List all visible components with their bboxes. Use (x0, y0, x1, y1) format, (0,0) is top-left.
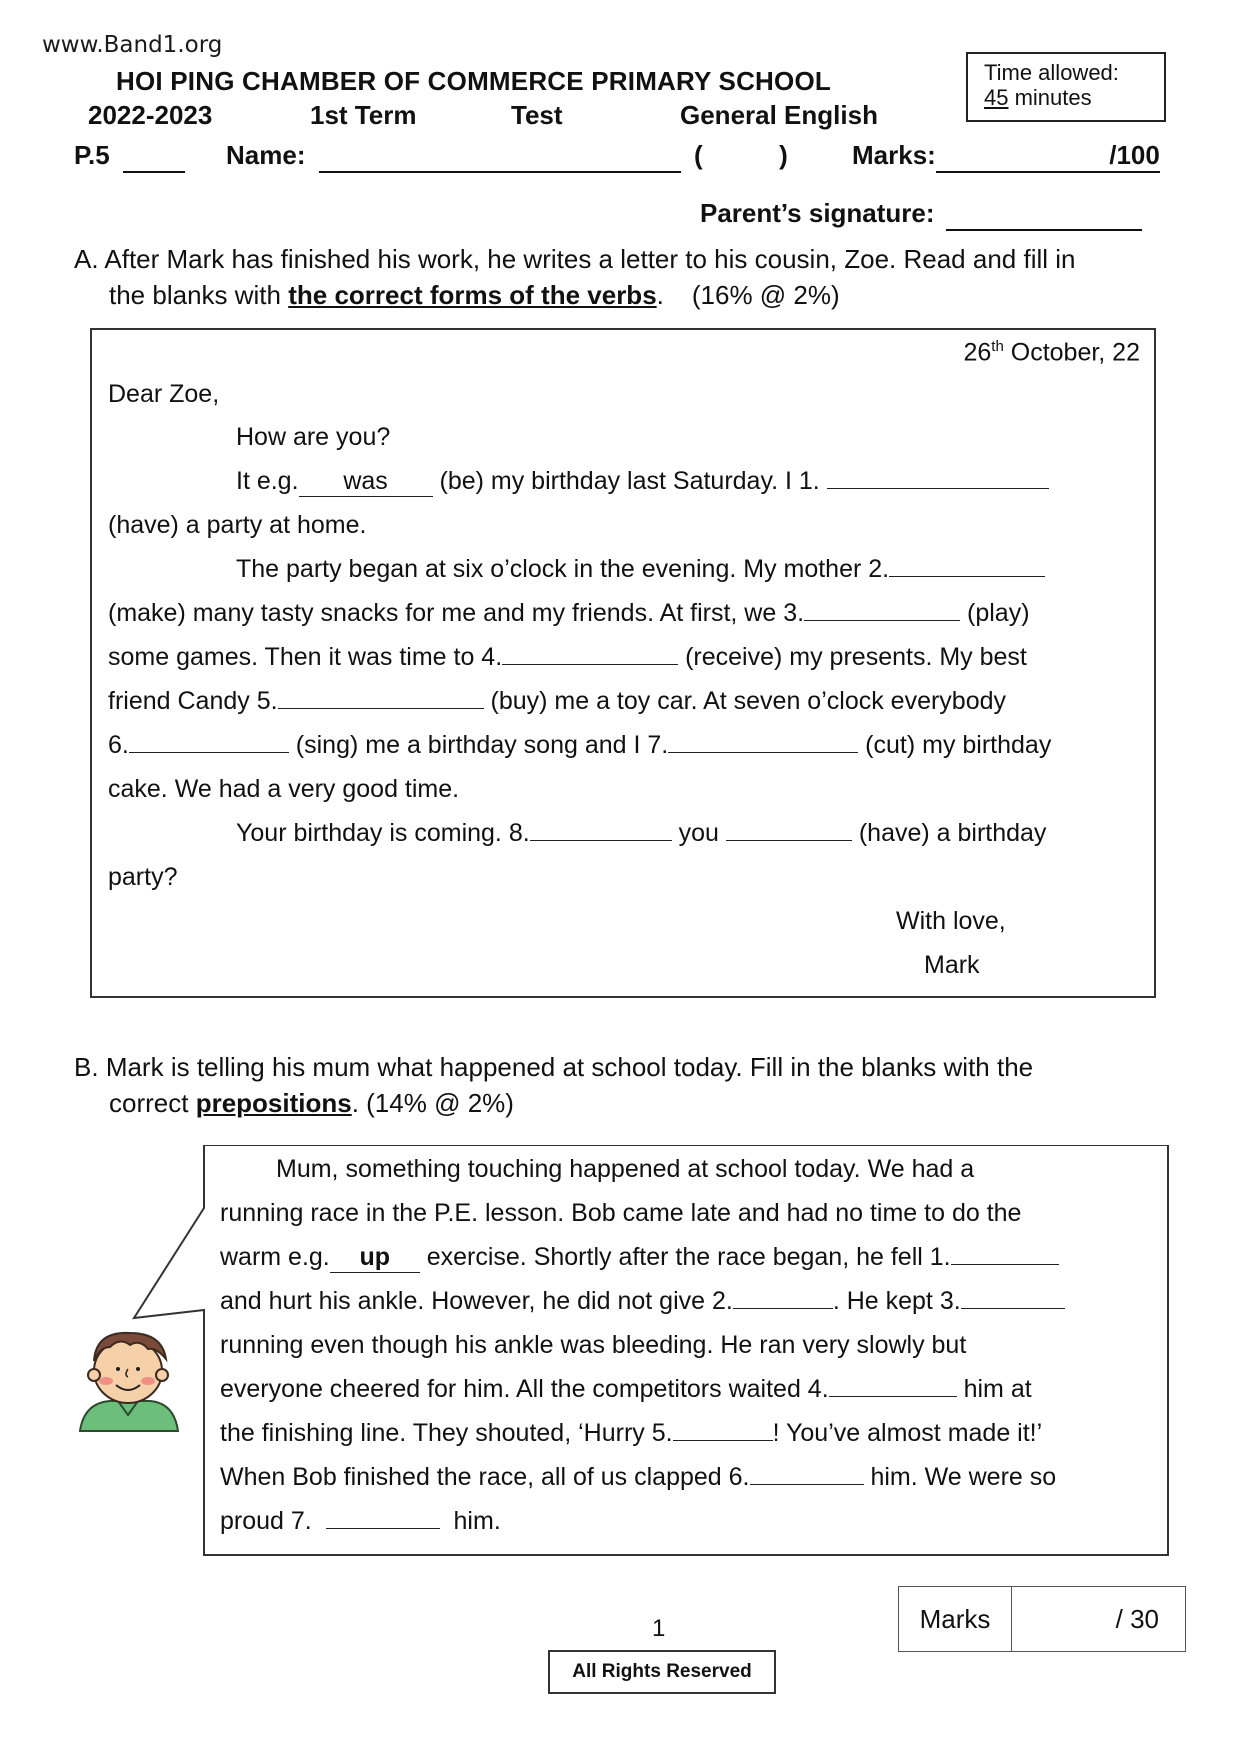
letter-line: cake. We had a very good time. (108, 775, 460, 803)
blank-b2[interactable] (733, 1288, 833, 1309)
letter-box (90, 328, 1156, 998)
letter-line: party? (108, 863, 178, 891)
letter-line: Your birthday is coming. 8. you (have) a birthday (236, 819, 1047, 847)
example-answer-b: up (330, 1243, 420, 1273)
school-year: 2022-2023 (88, 100, 213, 130)
blank-b5[interactable] (673, 1420, 773, 1441)
passage-line: running race in the P.E. lesson. Bob came late and had no time to do the (220, 1199, 1022, 1227)
passage-line: proud 7. him. (220, 1507, 501, 1535)
speech-passage (204, 1145, 1164, 1555)
section-a-instruction: A. After Mark has finished his work, he writes a letter to his cousin, Zoe. Read and fill in the blanks with the correct forms of the verbs. (16% @ 2%) (74, 244, 1076, 310)
blank-b1[interactable] (951, 1244, 1059, 1265)
marks-input-line[interactable]: /100 (936, 140, 1160, 173)
blank-a8-part2[interactable] (726, 820, 852, 841)
blank-a8-part1[interactable] (530, 820, 672, 841)
name-label: Name: (226, 140, 306, 170)
parent-signature-line[interactable] (946, 198, 1142, 231)
class-no-open: ( (693, 140, 703, 170)
section-a-emphasis: the correct forms of the verbs (288, 280, 657, 310)
page-number: 1 (652, 1615, 666, 1642)
blank-a4[interactable] (502, 644, 678, 665)
letter-line: some games. Then it was time to 4. (receive) my presents. My best (108, 643, 1027, 671)
subject: General English (680, 100, 878, 130)
blank-a2[interactable] (889, 556, 1045, 577)
time-allowed-value: 45 minutes (984, 85, 1092, 110)
class-field (74, 140, 185, 173)
parent-signature-field (700, 198, 1142, 231)
section-marks-total[interactable]: / 30 (1115, 1603, 1159, 1634)
class-number-input[interactable] (710, 140, 772, 171)
blank-b4[interactable] (829, 1376, 957, 1397)
passage-line: running even though his ankle was bleeding. He ran very slowly but (220, 1331, 967, 1359)
all-rights-reserved: All Rights Reserved (548, 1650, 776, 1694)
letter-greeting: Dear Zoe, (108, 380, 220, 408)
section-a-score: (16% @ 2%) (691, 280, 840, 310)
passage-line: and hurt his ankle. However, he did not give 2. . He kept 3. (220, 1287, 1065, 1316)
name-input-line[interactable] (319, 140, 681, 173)
blank-b7[interactable] (326, 1508, 440, 1529)
time-allowed-label: Time allowed: (984, 60, 1119, 85)
section-b-instruction: B. Mark is telling his mum what happened at school today. Fill in the blanks with the correct prepositions. (14% @ 2%) (74, 1052, 1034, 1118)
class-no-close: ) (779, 140, 788, 170)
section-marks-label: Marks (899, 1587, 1012, 1651)
letter-closing: With love, (896, 907, 1006, 935)
parent-signature-label: Parent’s signature: (700, 198, 935, 228)
letter-line: How are you? (236, 423, 391, 451)
letter-line: 6. (sing) me a birthday song and I 7. (cut) my birthday (108, 731, 1052, 759)
letter-line: friend Candy 5. (buy) me a toy car. At seven o’clock everybody (108, 687, 1007, 715)
passage-line: everyone cheered for him. All the competitors waited 4. him at (220, 1375, 1032, 1403)
letter-line: The party began at six o’clock in the evening. My mother 2. (236, 555, 1045, 584)
class-label: P.5 (74, 140, 110, 170)
blank-b6[interactable] (750, 1464, 864, 1485)
class-input-line[interactable] (123, 140, 185, 173)
section-b-emphasis: prepositions (195, 1088, 352, 1118)
boy-illustration (70, 1323, 190, 1433)
letter-signature: Mark (924, 951, 980, 979)
blank-b3[interactable] (961, 1288, 1065, 1309)
section-marks-box (898, 1586, 1186, 1652)
term: 1st Term (310, 100, 417, 130)
blank-a5[interactable] (278, 688, 484, 709)
passage-line: the finishing line. They shouted, ‘Hurry 5. ! You’ve almost made it!’ (220, 1419, 1043, 1447)
watermark: www.Band1.org (42, 32, 223, 58)
school-name: HOI PING CHAMBER OF COMMERCE PRIMARY SCHOOL (116, 66, 831, 96)
letter-line: (have) a party at home. (108, 511, 367, 539)
passage-line: When Bob finished the race, all of us clapped 6. him. We were so (220, 1463, 1057, 1491)
blank-a1[interactable] (827, 468, 1049, 489)
marks-field (852, 140, 1160, 173)
letter-line: It e.g. was (be) my birthday last Saturday. I 1. (236, 467, 1049, 497)
letter-line: (make) many tasty snacks for me and my friends. At first, we 3. (play) (108, 599, 1030, 627)
passage-line: Mum, something touching happened at school today. We had a (276, 1155, 975, 1183)
blank-a6[interactable] (129, 732, 289, 753)
marks-label: Marks: (852, 140, 936, 170)
blank-a7[interactable] (668, 732, 858, 753)
example-answer: was (299, 467, 433, 497)
name-field (226, 140, 788, 173)
test-label: Test (511, 100, 563, 130)
blank-a3[interactable] (804, 600, 960, 621)
time-allowed-box (966, 52, 1166, 122)
passage-line: warm e.g. up exercise. Shortly after the race began, he fell 1. (220, 1243, 1059, 1273)
letter-date: 26th October, 22 (963, 338, 1140, 367)
